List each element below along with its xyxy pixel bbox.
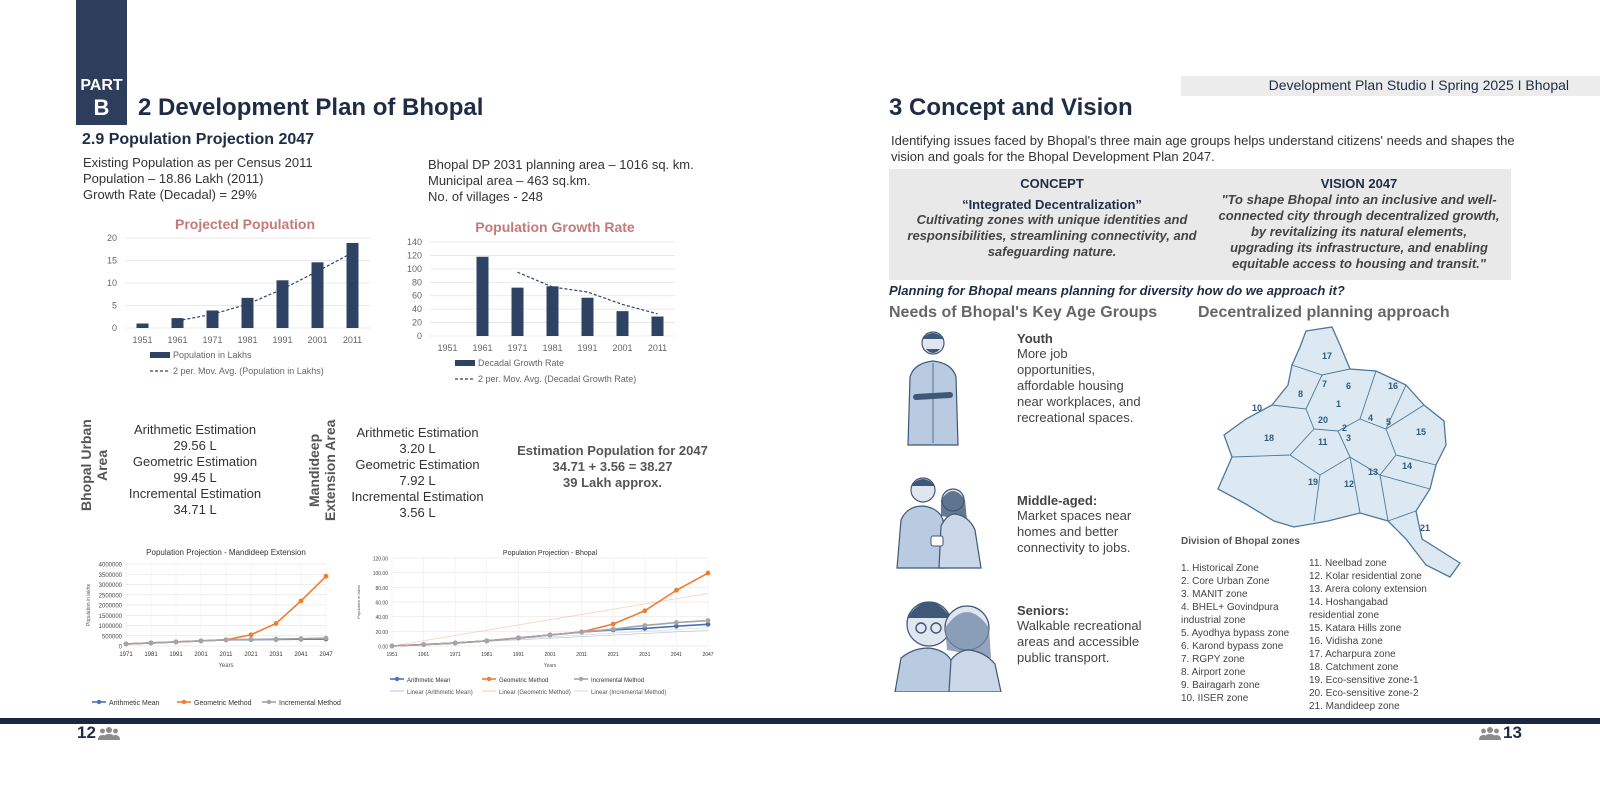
people-icon bbox=[98, 726, 120, 740]
x-tick-label: 2041 bbox=[670, 652, 682, 658]
zone-list-item: 13. Arera colony extension bbox=[1309, 584, 1427, 595]
zone-list-item: 9. Bairagarh zone bbox=[1181, 680, 1260, 691]
map-zone-label: 5 bbox=[1386, 417, 1392, 427]
legend-swatch bbox=[150, 352, 170, 358]
data-point bbox=[421, 642, 426, 647]
bar bbox=[207, 310, 219, 328]
group-body: Market spaces near homes and better connectivity to jobs. bbox=[1017, 508, 1132, 555]
map-zone-label: 10 bbox=[1252, 403, 1263, 413]
needs-heading: Needs of Bhopal's Key Age Groups bbox=[889, 304, 1158, 321]
y-tick-label: 40.00 bbox=[375, 615, 388, 622]
legend-label: 2 per. Mov. Avg. (Population in Lakhs) bbox=[173, 366, 324, 376]
y-tick-label: 60.00 bbox=[375, 600, 388, 607]
x-tick-label: 2011 bbox=[342, 335, 363, 345]
data-point bbox=[274, 621, 279, 626]
zone-list-item: 4. BHEL+ Govindpura bbox=[1181, 602, 1279, 613]
estimate-line: Geometric Estimation bbox=[132, 454, 258, 469]
y-tick-label: 120 bbox=[406, 250, 422, 261]
x-tick-label: 2001 bbox=[612, 343, 633, 353]
data-point bbox=[249, 632, 254, 637]
zone-list-item: 14. Hoshangabad bbox=[1309, 597, 1388, 608]
x-tick-label: 1961 bbox=[418, 652, 430, 658]
x-tick-label: 2011 bbox=[219, 652, 233, 658]
data-point bbox=[324, 574, 329, 579]
y-tick-label: 3500000 bbox=[98, 572, 122, 579]
zone-list-item: 15. Katara Hills zone bbox=[1309, 623, 1402, 634]
data-point bbox=[324, 636, 329, 641]
data-point bbox=[453, 641, 458, 646]
x-tick-label: 1981 bbox=[542, 343, 563, 353]
map-zone-label: 15 bbox=[1416, 427, 1427, 437]
map-zone-label: 13 bbox=[1368, 467, 1379, 477]
map-zone-label: 12 bbox=[1344, 479, 1355, 489]
y-axis-title: Population in lakhs bbox=[356, 585, 361, 619]
x-tick-label: 2041 bbox=[294, 652, 308, 658]
x-tick-label: 1991 bbox=[512, 652, 524, 658]
map-zone-label: 2 bbox=[1342, 423, 1348, 433]
fact-line: Existing Population as per Census 2011 bbox=[83, 155, 313, 170]
estimate-line: 29.56 L bbox=[173, 438, 217, 453]
estimate-line: 7.92 L bbox=[399, 473, 436, 488]
zone-list-item: 7. RGPY zone bbox=[1181, 654, 1245, 665]
section-title-right: 3 Concept and Vision bbox=[889, 94, 1133, 121]
legend-label: Linear (Geometric Method) bbox=[499, 690, 571, 696]
map-zone-label: 19 bbox=[1308, 477, 1319, 487]
y-tick-label: 1000000 bbox=[98, 624, 122, 630]
y-tick-label: 20.00 bbox=[375, 629, 388, 636]
data-point bbox=[611, 622, 616, 627]
map-zone-label: 14 bbox=[1402, 461, 1413, 471]
map-zone-label: 1 bbox=[1336, 399, 1342, 409]
seniors-illustration bbox=[891, 588, 1011, 692]
data-point bbox=[548, 633, 553, 638]
x-tick-label: 1971 bbox=[449, 652, 461, 658]
estimate-line: 99.45 L bbox=[173, 470, 217, 485]
y-tick-label: 5 bbox=[111, 300, 117, 311]
x-tick-label: 1981 bbox=[237, 335, 258, 345]
bar bbox=[277, 280, 289, 328]
data-point bbox=[299, 636, 304, 641]
zone-list-item: residential zone bbox=[1309, 610, 1380, 621]
y-tick-label: 40 bbox=[411, 304, 422, 315]
y-tick-label: 100 bbox=[406, 263, 422, 274]
page-number-left: 12 bbox=[77, 723, 96, 742]
fact-line: Population – 18.86 Lakh (2011) bbox=[83, 171, 264, 186]
x-tick-label: 2021 bbox=[244, 652, 258, 658]
facts-right bbox=[428, 157, 694, 205]
mandideep-projection-chart bbox=[80, 548, 355, 713]
data-point bbox=[674, 588, 679, 593]
legend-marker bbox=[487, 677, 491, 681]
footer-bar bbox=[0, 718, 1600, 724]
estimate-line: 34.71 L bbox=[173, 502, 217, 517]
zone-list-item: 2. Core Urban Zone bbox=[1181, 576, 1270, 587]
data-point bbox=[199, 638, 204, 643]
zone-list-item: 6. Karond bypass zone bbox=[1181, 641, 1284, 652]
zone-list-item: 8. Airport zone bbox=[1181, 667, 1246, 678]
map-zone-label: 16 bbox=[1388, 381, 1399, 391]
x-tick-label: 2001 bbox=[307, 335, 328, 345]
y-tick-label: 10 bbox=[106, 278, 117, 288]
legend-label: 2 per. Mov. Avg. (Decadal Growth Rate) bbox=[478, 374, 637, 384]
zone-list-item: 16. Vidisha zone bbox=[1309, 636, 1383, 647]
y-tick-label: 0 bbox=[118, 644, 122, 651]
bar bbox=[477, 257, 489, 336]
x-tick-label: 2001 bbox=[544, 652, 556, 658]
x-tick-label: 2021 bbox=[607, 652, 619, 658]
section-title-left: 2 Development Plan of Bhopal bbox=[138, 94, 484, 121]
y-tick-label: 80.00 bbox=[375, 585, 388, 592]
estimate-line: 3.20 L bbox=[399, 441, 436, 456]
x-tick-label: 1951 bbox=[386, 652, 398, 658]
x-tick-label: 1991 bbox=[577, 343, 598, 353]
legend-marker bbox=[182, 700, 186, 704]
map-zone-label: 21 bbox=[1420, 523, 1431, 533]
chart-title: Population Projection - Bhopal bbox=[502, 550, 598, 557]
data-point bbox=[706, 571, 711, 576]
x-tick-label: 1981 bbox=[481, 652, 493, 658]
map-zone-label: 11 bbox=[1318, 437, 1328, 447]
x-tick-label: 1951 bbox=[437, 343, 458, 353]
zone-list-item: 1. Historical Zone bbox=[1181, 563, 1259, 574]
part-block bbox=[76, 0, 127, 125]
y-tick-label: 4000000 bbox=[98, 562, 122, 569]
zone-list-item: 19. Eco-sensitive zone-1 bbox=[1309, 675, 1419, 686]
data-point bbox=[249, 637, 254, 642]
map-zone-label: 7 bbox=[1322, 379, 1328, 389]
x-tick-label: 1971 bbox=[202, 335, 223, 345]
data-point bbox=[149, 641, 154, 646]
bar bbox=[172, 318, 184, 328]
intro-text: Identifying issues faced by Bhopal's three main age groups helps understand citizens' needs and shapes the vision and goals for the Bhopal Development Plan 2047. bbox=[891, 133, 1515, 164]
zone-list-item: 12. Kolar residential zone bbox=[1309, 571, 1422, 582]
x-axis-title: Years bbox=[218, 663, 234, 669]
y-tick-label: 80 bbox=[411, 277, 422, 288]
map-zone-label: 20 bbox=[1318, 415, 1329, 425]
zones-list-col1 bbox=[1181, 562, 1311, 705]
bhopal-projection-chart bbox=[350, 548, 725, 713]
y-tick-label: 1500000 bbox=[98, 613, 122, 620]
y-tick-label: 20 bbox=[411, 317, 422, 328]
data-point bbox=[516, 636, 521, 641]
group-middle-aged bbox=[1017, 493, 1152, 556]
bhopal-zones-map bbox=[1210, 325, 1510, 590]
legend-label: Linear (Arithmetic Mean) bbox=[407, 690, 473, 696]
part-label: PART bbox=[80, 77, 123, 94]
legend-label: Decadal Growth Rate bbox=[478, 358, 565, 368]
legend-label: Arithmetic Mean bbox=[407, 678, 451, 684]
zone-list-item: industrial zone bbox=[1181, 615, 1246, 626]
data-point bbox=[484, 638, 489, 643]
y-tick-label: 3000000 bbox=[98, 583, 122, 589]
data-point bbox=[674, 620, 679, 625]
zone-list-item: 21. Mandideep zone bbox=[1309, 701, 1400, 712]
y-axis-title: Population in lakhs bbox=[86, 584, 92, 626]
map-zone-label: 4 bbox=[1368, 413, 1374, 423]
bar bbox=[547, 286, 559, 336]
map-zone-label: 8 bbox=[1298, 389, 1304, 399]
x-tick-label: 1971 bbox=[507, 343, 528, 353]
bhopal-estimates bbox=[120, 422, 270, 518]
x-tick-label: 2031 bbox=[639, 652, 651, 658]
group-body: More job opportunities, affordable housing near workplaces, and recreational spaces. bbox=[1017, 346, 1141, 425]
y-tick-label: 140 bbox=[406, 237, 422, 247]
estimate-line: 3.56 L bbox=[399, 505, 436, 520]
fact-line: No. of villages - 248 bbox=[428, 189, 543, 204]
group-seniors bbox=[1017, 603, 1152, 666]
middle-aged-illustration bbox=[893, 470, 988, 570]
x-tick-label: 2001 bbox=[194, 652, 208, 658]
legend-label: Linear (Incremental Method) bbox=[591, 690, 667, 696]
y-tick-label: 2000000 bbox=[98, 603, 122, 610]
youth-illustration bbox=[898, 325, 968, 447]
data-point bbox=[642, 623, 647, 628]
map-zone-label: 3 bbox=[1346, 433, 1352, 443]
fact-line: Bhopal DP 2031 planning area – 1016 sq. km. bbox=[428, 157, 694, 172]
approach-heading: Decentralized planning approach bbox=[1198, 304, 1450, 321]
concept-body: Cultivating zones with unique identities and responsibilities, streamlining connectivity, and safeguarding nature. bbox=[907, 212, 1197, 259]
zone-list-item: 11. Neelbad zone bbox=[1309, 558, 1387, 569]
planning-question: Planning for Bhopal means planning for diversity how do we approach it? bbox=[889, 283, 1345, 298]
group-body: Walkable recreational areas and accessible public transport. bbox=[1017, 618, 1142, 665]
facts-left bbox=[83, 155, 313, 203]
concept-heading: CONCEPT bbox=[1020, 176, 1084, 191]
studio-text: Development Plan Studio I Spring 2025 I Bhopal bbox=[1268, 77, 1569, 93]
mandideep-estimates bbox=[340, 425, 495, 521]
moving-average-line bbox=[178, 253, 353, 321]
zone-list-item: 5. Ayodhya bypass zone bbox=[1181, 628, 1290, 639]
zone-list-item: 17. Acharpura zone bbox=[1309, 649, 1396, 660]
estimate-line: Incremental Estimation bbox=[351, 489, 484, 504]
y-tick-label: 0 bbox=[416, 331, 422, 341]
chart-title: Population Projection - Mandideep Extension bbox=[146, 548, 306, 557]
mandideep-extension-label: Mandideep Extension Area bbox=[306, 419, 338, 521]
estimate-line: 34.71 + 3.56 = 38.27 bbox=[552, 459, 673, 474]
estimate-line: Estimation Population for 2047 bbox=[517, 443, 708, 458]
x-tick-label: 2047 bbox=[702, 652, 714, 658]
bar bbox=[617, 311, 629, 336]
zone-list-item: 18. Catchment zone bbox=[1309, 662, 1399, 673]
vision-body: "To shape Bhopal into an inclusive and well-connected city through decentralized growth, by revitalizing its natural elements, upgrading its infrastructure, and enabling equitable access to housing and transit." bbox=[1218, 192, 1500, 271]
x-tick-label: 2011 bbox=[576, 652, 587, 658]
data-point bbox=[390, 644, 395, 649]
x-axis-title: Years bbox=[543, 663, 557, 669]
x-tick-label: 1991 bbox=[169, 652, 183, 658]
x-tick-label: 1961 bbox=[167, 335, 188, 345]
legend-marker bbox=[395, 677, 399, 681]
legend-marker bbox=[267, 700, 271, 704]
estimate-line: 39 Lakh approx. bbox=[563, 475, 662, 490]
zones-title: Division of Bhopal zones bbox=[1181, 536, 1300, 547]
data-point bbox=[642, 608, 647, 613]
zones-list-col2 bbox=[1309, 557, 1449, 713]
bar bbox=[582, 298, 594, 336]
data-point bbox=[274, 637, 279, 642]
x-tick-label: 2011 bbox=[647, 343, 668, 353]
chart-title: Projected Population bbox=[174, 216, 315, 232]
data-point bbox=[174, 640, 179, 645]
vision-heading: VISION 2047 bbox=[1320, 176, 1398, 191]
x-tick-label: 1991 bbox=[272, 335, 293, 345]
y-tick-label: 2500000 bbox=[98, 593, 122, 600]
data-point bbox=[706, 618, 711, 623]
estimate-line: Arithmetic Estimation bbox=[133, 422, 257, 437]
x-tick-label: 2031 bbox=[269, 652, 283, 658]
group-title: Middle-aged: bbox=[1017, 493, 1098, 508]
map-zone-label: 18 bbox=[1264, 433, 1275, 443]
chart-title: Population Growth Rate bbox=[475, 219, 635, 235]
estimation-total bbox=[510, 443, 715, 491]
y-tick-label: 0 bbox=[111, 323, 117, 333]
subsection-title: 2.9 Population Projection 2047 bbox=[82, 131, 315, 148]
zone-list-item: 20. Eco-sensitive zone-2 bbox=[1309, 688, 1419, 699]
legend-label: Arithmetic Mean bbox=[109, 700, 160, 707]
bar bbox=[137, 324, 149, 329]
data-point bbox=[124, 642, 129, 647]
estimate-line: Geometric Estimation bbox=[355, 457, 480, 472]
y-tick-label: 100.00 bbox=[372, 571, 388, 578]
bar bbox=[652, 317, 664, 336]
legend-label: Population in Lakhs bbox=[173, 350, 252, 360]
data-point bbox=[611, 627, 616, 632]
bar bbox=[512, 288, 524, 336]
y-tick-label: 15 bbox=[106, 255, 117, 266]
x-tick-label: 1961 bbox=[472, 343, 493, 353]
estimate-line: Arithmetic Estimation bbox=[356, 425, 479, 440]
page-number-right: 13 bbox=[1503, 723, 1522, 742]
x-tick-label: 1951 bbox=[132, 335, 153, 345]
zone-list-item: 10. IISER zone bbox=[1181, 693, 1249, 704]
legend-label: Geometric Method bbox=[499, 678, 549, 684]
group-title: Youth bbox=[1017, 331, 1053, 346]
legend-label: Incremental Method bbox=[591, 678, 645, 684]
concept-title: “Integrated Decentralization” bbox=[962, 197, 1142, 212]
people-icon bbox=[1479, 726, 1501, 740]
y-tick-label: 60 bbox=[411, 290, 422, 301]
y-tick-label: 20 bbox=[106, 233, 117, 243]
x-tick-label: 1981 bbox=[144, 652, 158, 658]
legend-swatch bbox=[455, 360, 475, 366]
part-letter: B bbox=[93, 95, 110, 120]
legend-label: Geometric Method bbox=[194, 700, 252, 707]
x-tick-label: 1971 bbox=[119, 652, 133, 658]
y-tick-label: 0.00 bbox=[378, 644, 388, 651]
data-point bbox=[299, 599, 304, 604]
projected-population-chart bbox=[90, 232, 390, 390]
bar bbox=[312, 262, 324, 328]
group-youth bbox=[1017, 331, 1147, 426]
legend-marker bbox=[579, 677, 583, 681]
vision-block bbox=[1218, 176, 1500, 272]
map-zone-label: 17 bbox=[1322, 351, 1333, 361]
legend-marker bbox=[97, 700, 101, 704]
y-tick-label: 120.00 bbox=[372, 556, 388, 563]
x-tick-label: 2047 bbox=[319, 652, 333, 658]
estimate-line: Incremental Estimation bbox=[128, 486, 262, 501]
bhopal-urban-area-label: Bhopal Urban Area bbox=[78, 419, 110, 511]
growth-rate-chart bbox=[400, 236, 700, 394]
bar bbox=[347, 243, 359, 328]
data-point bbox=[579, 630, 584, 635]
map-zone-label: 6 bbox=[1346, 381, 1352, 391]
zone-list-item: 3. MANIT zone bbox=[1181, 589, 1248, 600]
group-title: Seniors: bbox=[1017, 603, 1070, 618]
y-tick-label: 500000 bbox=[101, 634, 122, 641]
data-point bbox=[224, 637, 229, 642]
concept-block bbox=[902, 176, 1202, 260]
fact-line: Municipal area – 463 sq.km. bbox=[428, 173, 591, 188]
fact-line: Growth Rate (Decadal) = 29% bbox=[83, 187, 257, 202]
legend-label: Incremental Method bbox=[279, 700, 341, 707]
